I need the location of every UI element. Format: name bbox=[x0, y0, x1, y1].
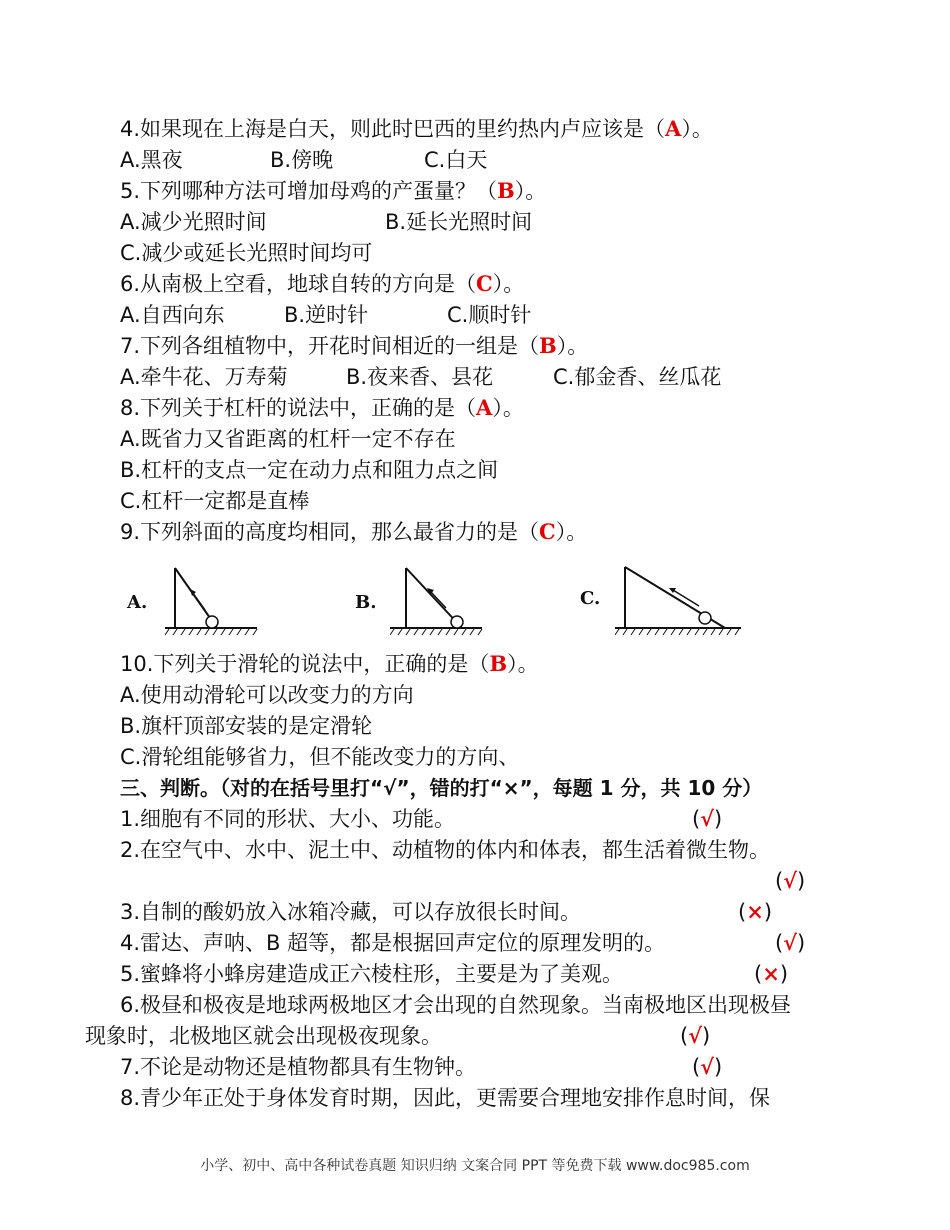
judge-mark-5: (×) bbox=[754, 961, 789, 986]
judge-mark-6: (√) bbox=[680, 1023, 711, 1048]
answer: √ bbox=[688, 1023, 703, 1048]
question-10-stem: 10.下列关于滑轮的说法中，正确的是（ bbox=[120, 652, 490, 676]
question-8-stem: 8.下列关于杠杆的说法中，正确的是（ bbox=[120, 396, 477, 420]
option-a: A.使用动滑轮可以改变力的方向 bbox=[120, 683, 414, 707]
question-9-stem: 9.下列斜面的高度均相同，那么最省力的是（ bbox=[120, 520, 540, 544]
question-7-end: ）。 bbox=[556, 334, 589, 358]
question-4-stem: 4.如果现在上海是白天，则此时巴西的里约热内卢应该是（ bbox=[120, 117, 666, 141]
option-b: B.旗杆顶部安装的是定滑轮 bbox=[120, 714, 373, 738]
answer: C bbox=[476, 271, 493, 296]
answer: B bbox=[539, 333, 557, 358]
question-6 bbox=[120, 270, 524, 298]
question-5 bbox=[120, 177, 546, 205]
judge-mark-3: (×) bbox=[738, 899, 773, 924]
option-b: B.夜来香、县花 bbox=[346, 365, 494, 389]
diagram-label-c: C. bbox=[580, 588, 601, 609]
question-8-end: ）。 bbox=[492, 396, 524, 420]
question-4-end: ）。 bbox=[681, 117, 713, 141]
option-a: A.既省力又省距离的杠杆一定不存在 bbox=[120, 427, 456, 451]
judge-item-1: 1.细胞有不同的形状、大小、功能。 bbox=[120, 807, 456, 831]
option-c: C.滑轮组能够省力，但不能改变力的方向、 bbox=[120, 745, 520, 769]
option-c: C.杠杆一定都是直棒 bbox=[120, 489, 310, 513]
answer: √ bbox=[700, 1054, 715, 1079]
judge-item-6-cont: 现象时，北极地区就会出现极夜现象。 bbox=[85, 1024, 442, 1048]
option-a: A.黑夜 bbox=[120, 148, 183, 172]
question-7 bbox=[120, 332, 588, 360]
question-5-end: ）。 bbox=[514, 179, 547, 203]
judge-mark-7: (√) bbox=[692, 1054, 723, 1079]
answer: B bbox=[489, 651, 508, 676]
judge-item-7: 7.不论是动物还是植物都具有生物钟。 bbox=[120, 1055, 477, 1079]
answer: × bbox=[762, 961, 780, 986]
question-5-stem: 5.下列哪种方法可增加母鸡的产蛋量？（ bbox=[120, 179, 498, 203]
option-a: A.牵牛花、万寿菊 bbox=[120, 365, 288, 389]
option-b: B.傍晚 bbox=[270, 148, 334, 172]
judge-item-3: 3.自制的酸奶放入冰箱冷藏，可以存放很长时间。 bbox=[120, 900, 582, 924]
question-7-stem: 7.下列各组植物中，开花时间相近的一组是（ bbox=[120, 334, 540, 358]
question-10 bbox=[120, 650, 539, 678]
incline-diagram-c bbox=[615, 562, 745, 642]
option-c: C.郁金香、丝瓜花 bbox=[553, 365, 722, 389]
question-8 bbox=[120, 394, 524, 422]
answer: √ bbox=[783, 930, 798, 955]
incline-diagram-a bbox=[165, 562, 265, 642]
judge-item-5: 5.蜜蜂将小蜂房建造成正六棱柱形，主要是为了美观。 bbox=[120, 962, 624, 986]
question-4 bbox=[120, 115, 713, 143]
option-b: B.逆时针 bbox=[284, 303, 369, 327]
answer: √ bbox=[700, 806, 715, 831]
option-a: A.减少光照时间 bbox=[120, 210, 267, 234]
judge-item-6: 6.极昼和极夜是地球两极地区才会出现的自然现象。当南极地区出现极昼 bbox=[120, 993, 792, 1017]
answer: A bbox=[665, 116, 682, 141]
option-c: C.顺时针 bbox=[447, 303, 532, 327]
answer: C bbox=[539, 519, 556, 544]
question-10-end: ）。 bbox=[507, 652, 539, 676]
question-6-stem: 6.从南极上空看，地球自转的方向是（ bbox=[120, 272, 477, 296]
incline-diagram-b bbox=[390, 562, 490, 642]
option-a: A.自西向东 bbox=[120, 303, 225, 327]
judge-item-4: 4.雷达、声呐、B 超等，都是根据回声定位的原理发明的。 bbox=[120, 931, 666, 955]
section-title: 三、判断。（对的在括号里打“√”，错的打“×”，每题 1 分，共 10 分） bbox=[120, 776, 763, 800]
judge-item-2: 2.在空气中、水中、泥土中、动植物的体内和体表，都生活着微生物。 bbox=[120, 838, 771, 862]
judge-mark-1: (√) bbox=[692, 806, 723, 831]
question-9 bbox=[120, 518, 587, 546]
answer: × bbox=[746, 899, 764, 924]
option-c: C.白天 bbox=[424, 148, 488, 172]
answer: B bbox=[497, 178, 515, 203]
question-6-end: ）。 bbox=[492, 272, 525, 296]
diagram-label-b: B. bbox=[355, 592, 377, 613]
option-c: C.减少或延长光照时间均可 bbox=[120, 241, 373, 265]
option-b: B.延长光照时间 bbox=[385, 210, 533, 234]
question-9-end: ）。 bbox=[555, 520, 588, 544]
option-b: B.杠杆的支点一定在动力点和阻力点之间 bbox=[120, 458, 499, 482]
judge-mark-4: (√) bbox=[775, 930, 806, 955]
diagram-label-a: A. bbox=[127, 592, 148, 613]
answer: A bbox=[476, 395, 493, 420]
page-footer: 小学、初中、高中各种试卷真题 知识归纳 文案合同 PPT 等免费下载 www.doc985.com bbox=[200, 1158, 750, 1174]
judge-mark-2: (√) bbox=[775, 868, 806, 893]
judge-item-8: 8.青少年正处于身体发育时期，因此，更需要合理地安排作息时间，保 bbox=[120, 1086, 771, 1110]
answer: √ bbox=[783, 868, 798, 893]
